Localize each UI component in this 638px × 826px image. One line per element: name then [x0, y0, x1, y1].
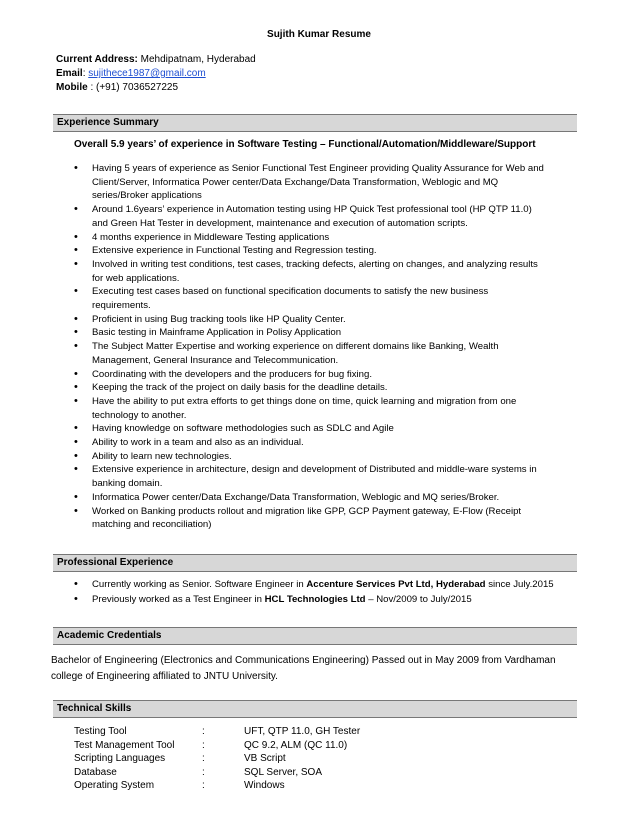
skill-row: [74, 740, 444, 754]
section-title: Academic Credentials: [57, 630, 162, 641]
skill-row: [74, 726, 444, 740]
contact-block: [56, 53, 256, 95]
summary-bullet: • Proficient in using Bug tracking tools like HP Quality Center.: [74, 313, 544, 327]
company-name: HCL Technologies Ltd: [264, 594, 366, 605]
skill-value: QC 9.2, ALM (QC 11.0): [244, 739, 348, 751]
professional-experience-item: [74, 592, 574, 607]
section-header-professional-experience: [53, 554, 577, 572]
summary-bullet: • Extensive experience in architecture, design and development of Distributed and middle-ware systems in banking domain.: [74, 463, 544, 490]
experience-period: since July.2015: [485, 579, 554, 590]
skill-value: VB Script: [244, 753, 286, 764]
technical-skills-table: [74, 726, 444, 794]
email-line: Email: sujithece1987@gmail.com: [56, 68, 206, 79]
skill-separator: :: [202, 726, 205, 737]
professional-experience-list: [74, 577, 574, 607]
experience-text: Currently working as Senior. Software Engineer in: [92, 579, 307, 590]
summary-bullet: • The Subject Matter Expertise and working experience on different domains like Banking, Wealth Management, General Insurance and Telecommunication.: [74, 340, 544, 367]
summary-bullet: • Coordinating with the developers and the producers for bug fixing.: [74, 368, 544, 382]
email-label: Email: [56, 68, 83, 79]
address-line: [56, 53, 256, 67]
summary-bullet: • Executing test cases based on functional specification documents to satisfy the new business requirements.: [74, 285, 544, 312]
skill-label: Test Management Tool: [74, 739, 175, 751]
skill-row: [74, 767, 444, 781]
summary-bullet: • Extensive experience in Functional Testing and Regression testing.: [74, 244, 544, 258]
section-title: Experience Summary: [57, 117, 159, 128]
skill-separator: :: [202, 753, 205, 764]
skill-label: Database: [74, 766, 117, 778]
section-header-experience-summary: [53, 114, 577, 132]
summary-bullet: • Having 5 years of experience as Senior Functional Test Engineer providing Quality Assurance for Web and Client/Server, Informatica Power center/Data Exchange/Data Transformation, Weblogic and MQ series/Broker applications: [74, 162, 544, 203]
email-link[interactable]: sujithece1987@gmail.com: [88, 68, 206, 79]
section-header-technical-skills: [53, 700, 577, 718]
address-label: Current Address:: [56, 54, 138, 65]
professional-experience-item: [74, 577, 574, 592]
summary-bullet: • Around 1.6years’ experience in Automation testing using HP Quick Test professional tool (HP QTP 11.0) and Green Hat Tester in development, maintenance and execution of automation scripts.: [74, 203, 544, 230]
summary-bullet-list: [74, 162, 544, 532]
summary-bullet: • Ability to work in a team and also as an individual.: [74, 436, 544, 450]
summary-bullet: • Have the ability to put extra efforts to get things done on time, quick learning and migration from one technology to another.: [74, 395, 544, 422]
skill-label: Scripting Languages: [74, 753, 166, 764]
skill-row: [74, 753, 444, 767]
section-title: Professional Experience: [57, 557, 174, 568]
company-name: Accenture Services Pvt Ltd, Hyderabad: [306, 579, 486, 590]
mobile-line: [56, 81, 256, 95]
summary-bullet: • Basic testing in Mainframe Application in Polisy Application: [74, 326, 544, 340]
summary-bullet: • Involved in writing test conditions, test cases, tracking defects, alerting on changes, and analyzing results for web applications.: [74, 258, 544, 285]
skill-label: Operating System: [74, 780, 155, 791]
experience-period: – Nov/2009 to July/2015: [365, 594, 472, 605]
skill-label: Testing Tool: [74, 726, 127, 737]
skill-value: UFT, QTP 11.0, GH Tester: [244, 726, 361, 737]
skill-value: SQL Server, SOA: [244, 766, 322, 778]
summary-bullet: • Worked on Banking products rollout and migration like GPP, GCP Payment gateway, E-Flow (Receipt matching and reconciliation): [74, 505, 544, 532]
skill-row: [74, 780, 444, 794]
academic-text: Bachelor of Engineering (Electronics and Communications Engineering) Passed out in May 2009 from Vardhaman college of Engineering affiliated to JNTU University.: [51, 655, 556, 682]
skill-separator: :: [202, 766, 205, 778]
skill-separator: :: [202, 739, 205, 751]
mobile-label: Mobile: [56, 82, 88, 93]
summary-bullet: • Ability to learn new technologies.: [74, 450, 544, 464]
experience-text: Previously worked as a Test Engineer in: [92, 594, 265, 605]
skill-separator: :: [202, 780, 205, 791]
resume-title: Sujith Kumar Resume: [267, 29, 371, 40]
skill-value: Windows: [244, 780, 285, 791]
summary-bullet: • Having knowledge on software methodologies such as SDLC and Agile: [74, 422, 544, 436]
section-header-academic-credentials: [53, 627, 577, 645]
mobile-value: : (+91) 7036527225: [90, 82, 179, 93]
summary-bullet: • Keeping the track of the project on daily basis for the deadline details.: [74, 381, 544, 395]
address-value: Mehdipatnam, Hyderabad: [140, 54, 256, 65]
section-title: Technical Skills: [57, 703, 132, 714]
summary-bullet: • 4 months experience in Middleware Testing applications: [74, 231, 544, 245]
overall-experience: Overall 5.9 years’ of experience in Software Testing – Functional/Automation/Middleware/Support: [74, 139, 536, 150]
summary-bullet: • Informatica Power center/Data Exchange/Data Transformation, Weblogic and MQ series/Broker.: [74, 491, 544, 505]
